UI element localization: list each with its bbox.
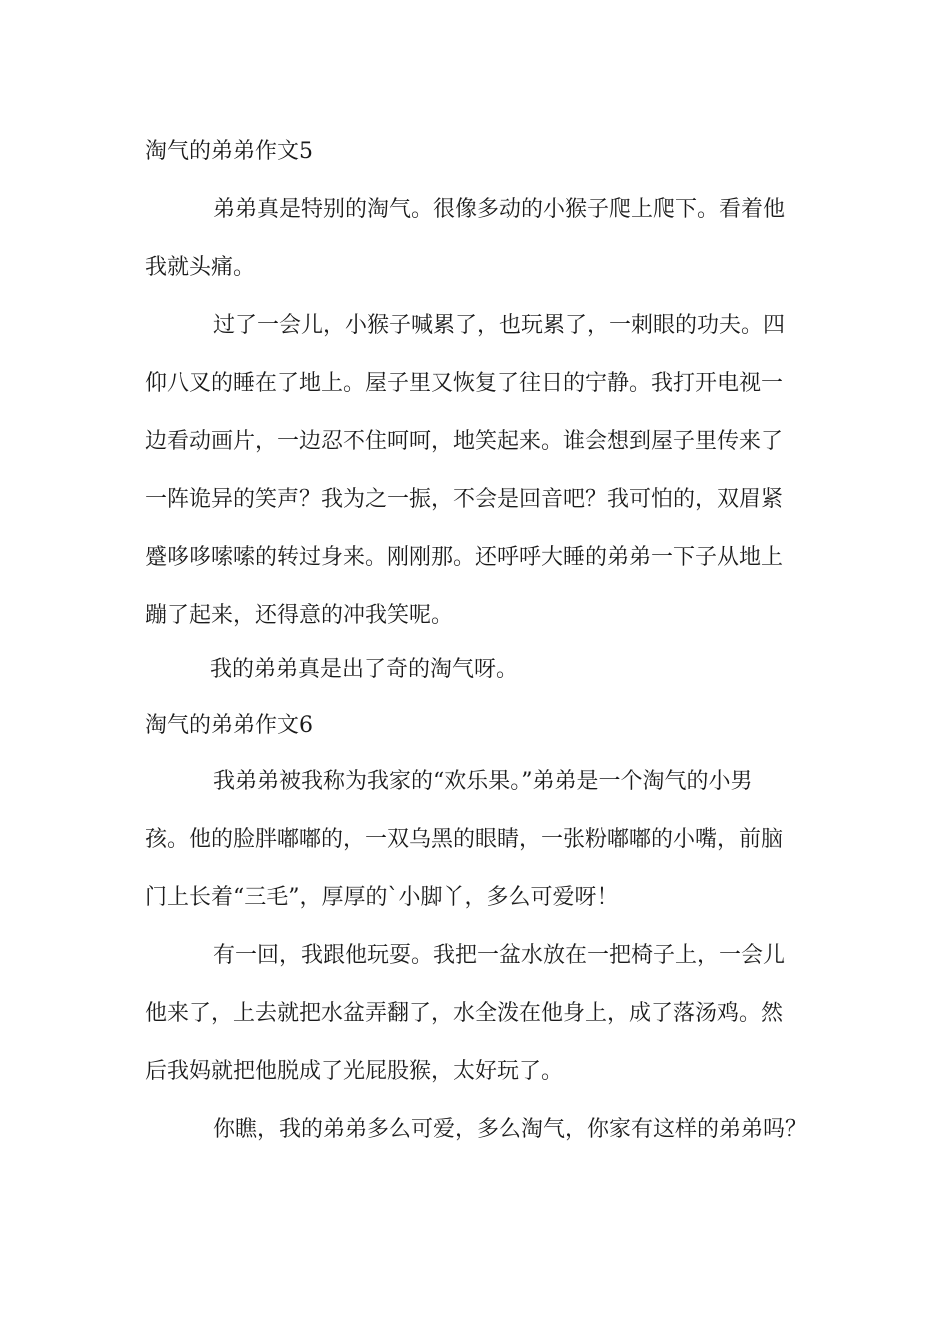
paragraph-line: 我的弟弟真是出了奇的淘气呀。 [210,657,519,682]
paragraph-line: 你瞧，我的弟弟多么可爱，多么淘气，你家有这样的弟弟吗？ [213,1117,808,1142]
paragraph-line: 弟弟真是特别的淘气。很像多动的小猴子爬上爬下。看着他 [213,197,786,222]
paragraph-line: 边看动画片，一边忍不住呵呵，地笑起来。谁会想到屋子里传来了 [145,429,784,454]
paragraph-line: 后我妈就把他脱成了光屁股猴，太好玩了。 [145,1059,564,1084]
paragraph-line: 我弟弟被我称为我家的“欢乐果。”弟弟是一个淘气的小男 [213,769,753,794]
section-title: 淘气的弟弟作文5 [145,139,313,164]
paragraph-line: 蹙哆哆嗦嗦的转过身来。刚刚那。还呼呼大睡的弟弟一下子从地上 [145,545,784,570]
paragraph-line: 孩。他的脸胖嘟嘟的，一双乌黑的眼睛，一张粉嘟嘟的小嘴，前脑 [145,827,784,852]
paragraph-line: 我就头痛。 [145,255,256,280]
paragraph-line: 门上长着“三毛”，厚厚的`小脚丫，多么可爱呀！ [145,885,619,910]
paragraph-line: 有一回，我跟他玩耍。我把一盆水放在一把椅子上，一会儿 [213,943,786,968]
section-title: 淘气的弟弟作文6 [145,713,313,738]
paragraph-line: 仰八叉的睡在了地上。屋子里又恢复了往日的宁静。我打开电视一 [145,371,784,396]
paragraph-line: 一阵诡异的笑声？我为之一振，不会是回音吧？我可怕的，双眉紧 [145,487,784,512]
paragraph-line: 过了一会儿，小猴子喊累了，也玩累了，一刺眼的功夫。四 [213,313,786,338]
paragraph-line: 蹦了起来，还得意的冲我笑呢。 [145,603,454,628]
paragraph-line: 他来了，上去就把水盆弄翻了，水全泼在他身上，成了落汤鸡。然 [145,1001,784,1026]
